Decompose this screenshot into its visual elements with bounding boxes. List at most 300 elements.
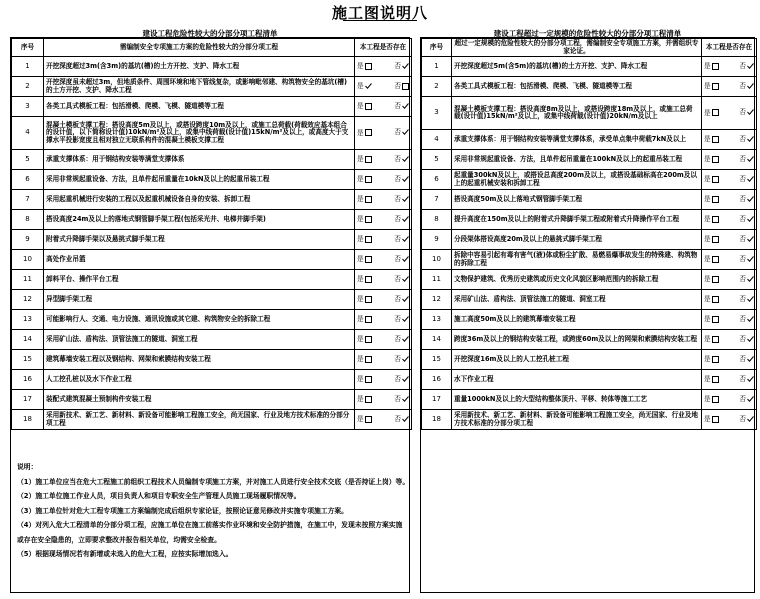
checkbox-icon[interactable] — [712, 276, 719, 283]
no-option[interactable] — [394, 356, 409, 364]
row-exists — [355, 290, 412, 310]
table-row — [422, 290, 757, 310]
no-label: 否 — [739, 374, 746, 383]
no-option[interactable] — [394, 103, 409, 111]
row-number: 16 — [422, 370, 452, 390]
row-exists — [702, 310, 757, 330]
row-item: 各类工具式模板工程：包括滑模、爬模、飞模、隧道模等工程 — [452, 77, 702, 97]
table-row — [422, 170, 757, 190]
note-line: （2）施工单位施工作业人员，项目负责人和项目专职安全生产管理人员施工现场履职情况等。 — [17, 492, 301, 500]
yes-option[interactable] — [704, 83, 719, 91]
table-row — [12, 210, 412, 230]
no-label: 否 — [394, 194, 401, 203]
checkmark-icon — [747, 176, 754, 182]
yes-label: 是 — [357, 355, 364, 363]
yes-option[interactable] — [357, 416, 372, 424]
checkbox-icon[interactable] — [712, 396, 719, 403]
yes-option[interactable] — [704, 296, 719, 304]
yes-option[interactable] — [704, 396, 719, 404]
no-label: 否 — [739, 214, 746, 223]
no-option[interactable] — [739, 256, 754, 264]
right-header-no: 序号 — [422, 39, 452, 57]
no-option[interactable] — [739, 396, 754, 404]
no-option[interactable] — [739, 216, 754, 224]
row-exists — [355, 190, 412, 210]
row-exists — [355, 410, 412, 430]
no-label: 否 — [394, 354, 401, 363]
row-number: 9 — [12, 230, 44, 250]
yes-label: 是 — [704, 235, 711, 243]
checkbox-icon[interactable] — [712, 109, 719, 116]
row-item: 施工高度50m及以上的建筑幕墙安装工程 — [452, 310, 702, 330]
checkmark-icon — [402, 356, 409, 362]
checkbox-icon[interactable] — [365, 296, 372, 303]
yes-option[interactable] — [357, 156, 372, 164]
checkbox-icon[interactable] — [712, 376, 719, 383]
yes-option[interactable] — [704, 63, 719, 71]
no-option[interactable] — [739, 109, 754, 117]
row-exists — [355, 330, 412, 350]
yes-label: 是 — [704, 82, 711, 90]
row-item: 卸料平台、操作平台工程 — [44, 270, 355, 290]
no-label: 否 — [394, 128, 401, 136]
checkmark-icon — [747, 256, 754, 262]
row-item: 采用新技术、新工艺、新材料、新设备可能影响工程施工安全，尚无国家、行业及地方技术标准的分部分项工程 — [452, 410, 702, 430]
table-row — [12, 97, 412, 117]
right-header-exists: 本工程是否存在 — [702, 39, 757, 57]
row-exists — [702, 330, 757, 350]
checkmark-icon — [402, 196, 409, 202]
row-item: 混凝土模板支撑工程：搭设高度8m及以上，或搭设跨度18m及以上，或施工总荷载(设计值)15kN/m²及以上，或集中线荷载(设计值)20kN/m及以上 — [452, 97, 702, 130]
no-option[interactable] — [739, 276, 754, 284]
row-number: 8 — [422, 210, 452, 230]
table-row — [12, 190, 412, 210]
no-option[interactable] — [394, 129, 409, 137]
table-row — [422, 330, 757, 350]
table-row — [12, 390, 412, 410]
no-option[interactable] — [394, 416, 409, 424]
yes-option[interactable] — [357, 396, 372, 404]
table-row — [12, 57, 412, 77]
row-item: 开挖深度16m及以上的人工挖孔桩工程 — [452, 350, 702, 370]
no-option[interactable] — [394, 216, 409, 224]
checkbox-icon[interactable] — [712, 356, 719, 363]
row-item: 分段架体搭设高度20m及以上的悬挑式脚手架工程 — [452, 230, 702, 250]
yes-option[interactable] — [357, 256, 372, 264]
left-header-exists: 本工程是否存在 — [355, 39, 412, 57]
yes-label: 是 — [357, 315, 364, 323]
table-row — [12, 230, 412, 250]
yes-label: 是 — [357, 81, 364, 90]
checkbox-icon[interactable] — [365, 336, 372, 343]
yes-option[interactable] — [704, 236, 719, 244]
row-exists — [355, 350, 412, 370]
checkbox-icon[interactable] — [712, 156, 719, 163]
no-option[interactable] — [394, 156, 409, 164]
right-panel — [420, 37, 755, 593]
yes-option[interactable] — [357, 336, 372, 344]
no-label: 否 — [394, 374, 401, 383]
row-item: 异型脚手架工程 — [44, 290, 355, 310]
row-number: 18 — [422, 410, 452, 430]
table-row — [12, 370, 412, 390]
no-option[interactable] — [394, 196, 409, 204]
table-row — [422, 250, 757, 270]
no-label: 否 — [739, 154, 746, 163]
row-item: 装配式建筑混凝土预制构件安装工程 — [44, 390, 355, 410]
yes-option[interactable] — [704, 356, 719, 364]
checkbox-icon[interactable] — [365, 103, 372, 110]
row-number: 15 — [12, 350, 44, 370]
row-item: 附着式升降脚手架以及悬挑式脚手架工程 — [44, 230, 355, 250]
checkbox-icon[interactable] — [365, 216, 372, 223]
no-option[interactable] — [739, 156, 754, 164]
table-row — [12, 77, 412, 97]
row-number: 1 — [422, 57, 452, 77]
no-option[interactable] — [394, 256, 409, 264]
row-number: 3 — [12, 97, 44, 117]
checkbox-icon[interactable] — [365, 356, 372, 363]
row-exists — [702, 230, 757, 250]
checkmark-icon — [747, 63, 754, 69]
no-option[interactable] — [739, 63, 754, 71]
checkmark-icon — [402, 129, 409, 135]
row-number: 4 — [12, 117, 44, 150]
yes-label: 是 — [704, 275, 711, 283]
checkbox-icon[interactable] — [712, 216, 719, 223]
row-number: 10 — [422, 250, 452, 270]
no-option[interactable] — [739, 83, 754, 91]
no-label: 否 — [739, 134, 746, 143]
checkmark-icon — [402, 63, 409, 69]
no-option[interactable] — [739, 316, 754, 324]
checkmark-icon — [402, 103, 409, 109]
no-label: 否 — [739, 108, 746, 116]
no-option[interactable] — [394, 236, 409, 244]
row-item: 混凝土模板支撑工程：搭设高度5m及以上，或搭设跨度10m及以上，或施工总荷载(荷载效应基本组合的设计值，以下简称设计值)10kN/m²及以上，或集中线荷载(设计值)15kN/m²及以上，或高度大于支撑水平投影宽度且相对独立无联系构件的混凝土模板支撑工程 — [44, 117, 355, 150]
no-option[interactable] — [739, 416, 754, 424]
row-item: 各类工具式模板工程：包括滑模、爬模、飞模、隧道模等工程 — [44, 97, 355, 117]
table-row — [12, 310, 412, 330]
no-label: 否 — [394, 61, 401, 70]
checkmark-icon — [747, 336, 754, 342]
checkmark-icon — [402, 296, 409, 302]
row-number: 18 — [12, 410, 44, 430]
yes-option[interactable] — [357, 63, 372, 71]
yes-option[interactable] — [357, 216, 372, 224]
checkmark-icon — [747, 296, 754, 302]
no-label: 否 — [739, 394, 746, 403]
yes-option[interactable] — [704, 276, 719, 284]
row-number: 2 — [422, 77, 452, 97]
row-item: 提升高度在150m及以上的附着式升降脚手架工程或附着式升降操作平台工程 — [452, 210, 702, 230]
row-item: 人工挖孔桩以及水下作业工程 — [44, 370, 355, 390]
no-label: 否 — [739, 234, 746, 243]
checkmark-icon — [747, 316, 754, 322]
checkbox-icon[interactable] — [365, 63, 372, 70]
table-row — [12, 270, 412, 290]
no-label: 否 — [394, 394, 401, 403]
checkmark-icon — [747, 216, 754, 222]
yes-label: 是 — [357, 175, 364, 183]
checkbox-icon[interactable] — [712, 83, 719, 90]
yes-option[interactable] — [357, 356, 372, 364]
checkbox-icon[interactable] — [365, 236, 372, 243]
table-row — [422, 230, 757, 250]
checkbox-icon[interactable] — [365, 276, 372, 283]
right-caption: 建设工程超过一定规模的危险性较大的分部分项工程清单 — [493, 29, 682, 38]
yes-option[interactable] — [704, 376, 719, 384]
checkmark-icon — [747, 109, 754, 115]
no-option[interactable] — [394, 296, 409, 304]
row-number: 7 — [12, 190, 44, 210]
table-row — [422, 310, 757, 330]
yes-label: 是 — [704, 108, 711, 117]
no-label: 否 — [739, 354, 746, 363]
row-exists — [702, 250, 757, 270]
table-row — [12, 117, 412, 150]
yes-option[interactable] — [704, 256, 719, 264]
row-number: 6 — [422, 170, 452, 190]
no-option[interactable] — [394, 336, 409, 344]
no-option[interactable] — [739, 136, 754, 144]
checkbox-icon[interactable] — [712, 296, 719, 303]
no-option[interactable] — [739, 376, 754, 384]
checkbox-icon[interactable] — [712, 236, 719, 243]
note-line: 或存在安全隐患的，立即要求整改并报告相关单位，均需安全检查。 — [17, 535, 221, 544]
yes-label: 是 — [704, 315, 711, 323]
row-item: 开挖深度超过5m(含5m)的基坑(槽)的土方开挖、支护、降水工程 — [452, 57, 702, 77]
checkmark-icon — [747, 416, 754, 422]
yes-option[interactable] — [704, 156, 719, 164]
no-label: 否 — [394, 294, 401, 303]
checkbox-icon[interactable] — [365, 256, 372, 263]
checkmark-icon — [402, 316, 409, 322]
row-number: 13 — [12, 310, 44, 330]
row-exists — [702, 77, 757, 97]
yes-option[interactable] — [357, 376, 372, 384]
yes-option[interactable] — [704, 196, 719, 204]
row-exists — [355, 210, 412, 230]
no-label: 否 — [394, 254, 401, 263]
yes-option[interactable] — [704, 336, 719, 344]
no-option[interactable] — [739, 196, 754, 204]
yes-option[interactable] — [357, 176, 372, 184]
row-exists — [355, 310, 412, 330]
checkmark-icon — [747, 196, 754, 202]
row-number: 9 — [422, 230, 452, 250]
row-exists — [702, 270, 757, 290]
row-exists — [355, 150, 412, 170]
yes-option[interactable] — [357, 276, 372, 284]
checkbox-icon[interactable] — [712, 316, 719, 323]
checkbox-icon[interactable] — [402, 83, 409, 90]
checkbox-icon[interactable] — [365, 156, 372, 163]
row-exists — [702, 210, 757, 230]
no-option[interactable] — [739, 336, 754, 344]
checkbox-icon[interactable] — [712, 136, 719, 143]
row-number: 4 — [422, 130, 452, 150]
right-table — [421, 38, 757, 430]
no-option[interactable] — [394, 83, 409, 91]
no-option[interactable] — [739, 176, 754, 184]
yes-label: 是 — [357, 195, 364, 203]
yes-option[interactable] — [704, 109, 719, 117]
checkbox-icon[interactable] — [712, 176, 719, 183]
row-item: 拆除中容易引起有毒有害气(液)体或粉尘扩散、易燃易爆事故发生的特殊建、构筑物的拆除工程 — [452, 250, 702, 270]
no-label: 否 — [394, 174, 401, 183]
checkbox-icon[interactable] — [365, 196, 372, 203]
note-line: （3）施工单位针对危大工程专项施工方案编制完成后组织专家论证，按照论证意见修改并实施专项施工方案。 — [17, 506, 348, 515]
row-exists — [355, 250, 412, 270]
row-number: 11 — [12, 270, 44, 290]
no-label: 否 — [394, 234, 401, 243]
row-number: 13 — [422, 310, 452, 330]
no-option[interactable] — [394, 316, 409, 324]
yes-label: 是 — [704, 375, 711, 383]
checkbox-icon[interactable] — [365, 376, 372, 383]
row-item: 采用新技术、新工艺、新材料、新设备可能影响工程施工安全，尚无国家、行业及地方技术标准的分部分项工程 — [44, 410, 355, 430]
checkmark-icon — [747, 276, 754, 282]
yes-option[interactable] — [357, 236, 372, 244]
checkbox-icon[interactable] — [712, 336, 719, 343]
row-exists — [702, 390, 757, 410]
row-number: 11 — [422, 270, 452, 290]
yes-option[interactable] — [704, 176, 719, 184]
checkmark-icon — [747, 156, 754, 162]
table-row — [12, 350, 412, 370]
yes-option[interactable] — [704, 136, 719, 144]
no-label: 否 — [394, 274, 401, 283]
row-exists — [355, 370, 412, 390]
no-option[interactable] — [739, 356, 754, 364]
row-number: 15 — [422, 350, 452, 370]
checkmark-icon — [402, 396, 409, 402]
table-row — [422, 370, 757, 390]
checkbox-icon[interactable] — [712, 256, 719, 263]
checkbox-icon[interactable] — [712, 196, 719, 203]
no-label: 否 — [739, 274, 746, 283]
yes-label: 是 — [357, 375, 364, 383]
row-exists — [355, 77, 412, 97]
table-row — [12, 250, 412, 270]
row-number: 6 — [12, 170, 44, 190]
row-number: 2 — [12, 77, 44, 97]
no-option[interactable] — [739, 296, 754, 304]
row-item: 建筑幕墙安装工程以及钢结构、网架和索膜结构安装工程 — [44, 350, 355, 370]
no-option[interactable] — [739, 236, 754, 244]
row-exists — [702, 350, 757, 370]
yes-label: 是 — [357, 395, 364, 403]
note-line: （5）根据现场情况若有新增或未选入的危大工程，应按实际增加选入。 — [17, 550, 233, 558]
yes-label: 是 — [704, 395, 711, 403]
checkmark-icon — [402, 236, 409, 242]
checkmark-icon — [402, 276, 409, 282]
table-row — [12, 410, 412, 430]
no-option[interactable] — [394, 176, 409, 184]
yes-label: 是 — [704, 62, 711, 70]
no-option[interactable] — [394, 396, 409, 404]
row-exists — [702, 150, 757, 170]
notes — [17, 460, 410, 562]
no-label: 否 — [739, 61, 746, 70]
row-item: 承重支撑体系：用于钢结构安装等满堂支撑体系 — [44, 150, 355, 170]
checkbox-icon[interactable] — [365, 396, 372, 403]
checkmark-icon — [402, 216, 409, 222]
yes-option[interactable] — [357, 129, 372, 137]
checkbox-icon[interactable] — [365, 129, 372, 136]
no-option[interactable] — [394, 276, 409, 284]
left-header-row — [12, 39, 412, 57]
yes-label: 是 — [357, 155, 364, 163]
no-option[interactable] — [394, 63, 409, 71]
row-item: 搭设高度50m及以上落地式钢管脚手架工程 — [452, 190, 702, 210]
yes-label: 是 — [704, 175, 711, 183]
no-label: 否 — [739, 294, 746, 303]
checkbox-icon[interactable] — [365, 316, 372, 323]
checkmark-icon — [402, 156, 409, 162]
yes-option[interactable] — [704, 316, 719, 324]
no-option[interactable] — [394, 376, 409, 384]
yes-option[interactable] — [357, 83, 372, 91]
table-row — [12, 290, 412, 310]
row-item: 文物保护建筑、优秀历史建筑或历史文化风貌区影响范围内的拆除工程 — [452, 270, 702, 290]
yes-label: 是 — [357, 128, 364, 137]
no-label: 否 — [394, 82, 401, 90]
yes-label: 是 — [357, 62, 364, 70]
yes-option[interactable] — [357, 103, 372, 111]
yes-option[interactable] — [357, 316, 372, 324]
table-row — [422, 150, 757, 170]
yes-option[interactable] — [357, 296, 372, 304]
left-table — [11, 38, 412, 430]
yes-label: 是 — [704, 415, 711, 423]
row-number: 17 — [422, 390, 452, 410]
table-row — [12, 170, 412, 190]
no-label: 否 — [739, 314, 746, 323]
table-row — [422, 210, 757, 230]
yes-label: 是 — [704, 255, 711, 263]
checkmark-icon — [365, 83, 372, 89]
checkbox-icon[interactable] — [365, 416, 372, 423]
row-number: 10 — [12, 250, 44, 270]
table-row — [422, 410, 757, 430]
yes-label: 是 — [704, 295, 711, 303]
title-underline — [343, 20, 417, 21]
yes-label: 是 — [357, 275, 364, 283]
no-label: 否 — [739, 174, 746, 183]
row-exists — [702, 190, 757, 210]
checkmark-icon — [747, 236, 754, 242]
row-exists — [702, 97, 757, 130]
yes-option[interactable] — [357, 196, 372, 204]
left-panel — [10, 37, 410, 593]
yes-option[interactable] — [704, 216, 719, 224]
row-number: 1 — [12, 57, 44, 77]
checkmark-icon — [747, 396, 754, 402]
yes-option[interactable] — [704, 416, 719, 424]
yes-label: 是 — [357, 102, 364, 110]
row-exists — [355, 230, 412, 250]
yes-label: 是 — [357, 215, 364, 223]
checkbox-icon[interactable] — [712, 63, 719, 70]
checkbox-icon[interactable] — [712, 416, 719, 423]
left-header-item: 需编制安全专项施工方案的危险性较大的分部分项工程 — [44, 39, 355, 57]
checkbox-icon[interactable] — [365, 176, 372, 183]
checkmark-icon — [747, 376, 754, 382]
row-number: 17 — [12, 390, 44, 410]
row-exists — [355, 57, 412, 77]
